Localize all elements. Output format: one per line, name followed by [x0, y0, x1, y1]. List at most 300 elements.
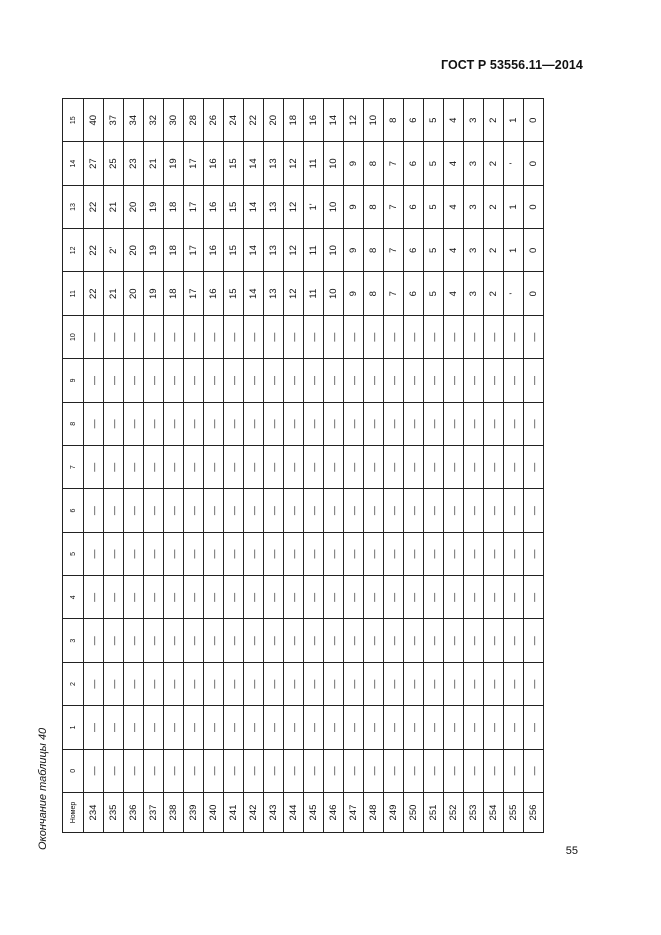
- dash-cell: —: [224, 619, 244, 662]
- value-cell: 0: [524, 272, 544, 315]
- dash-cell: —: [264, 315, 284, 358]
- dash-cell: —: [284, 489, 304, 532]
- dash-cell: —: [144, 315, 164, 358]
- table-row: [184, 99, 204, 833]
- dash-cell: —: [464, 446, 484, 489]
- value-cell: 7: [384, 272, 404, 315]
- dash-cell: —: [424, 576, 444, 619]
- dash-cell: —: [484, 749, 504, 792]
- dash-cell: —: [204, 749, 224, 792]
- dash-cell: —: [504, 619, 524, 662]
- dash-cell: —: [384, 359, 404, 402]
- table-row: [384, 99, 404, 833]
- value-cell: 13: [264, 142, 284, 185]
- value-cell: 18: [284, 99, 304, 142]
- value-cell: 21: [104, 272, 124, 315]
- table-row: [364, 99, 384, 833]
- dash-cell: —: [164, 532, 184, 575]
- dash-cell: —: [404, 532, 424, 575]
- table-body: [84, 99, 544, 833]
- dash-cell: —: [104, 706, 124, 749]
- dash-cell: —: [104, 402, 124, 445]
- value-cell: 9: [344, 272, 364, 315]
- dash-cell: —: [284, 576, 304, 619]
- dash-cell: —: [284, 749, 304, 792]
- dash-cell: —: [224, 706, 244, 749]
- dash-cell: —: [464, 576, 484, 619]
- dash-cell: —: [484, 359, 504, 402]
- dash-cell: —: [464, 402, 484, 445]
- dash-cell: —: [384, 576, 404, 619]
- dash-cell: —: [464, 489, 484, 532]
- dash-cell: —: [404, 662, 424, 705]
- header-cell: 2: [63, 662, 84, 705]
- dash-cell: —: [144, 662, 164, 705]
- value-cell: 20: [124, 272, 144, 315]
- dash-cell: —: [424, 706, 444, 749]
- dash-cell: —: [164, 446, 184, 489]
- dash-cell: —: [364, 315, 384, 358]
- dash-cell: —: [244, 446, 264, 489]
- value-cell: 6: [404, 142, 424, 185]
- dash-cell: —: [224, 446, 244, 489]
- dash-cell: —: [504, 402, 524, 445]
- value-cell: 14: [244, 272, 264, 315]
- dash-cell: —: [404, 749, 424, 792]
- dash-cell: —: [404, 315, 424, 358]
- value-cell: 10: [324, 142, 344, 185]
- dash-cell: —: [504, 749, 524, 792]
- dash-cell: —: [124, 315, 144, 358]
- dash-cell: —: [284, 359, 304, 402]
- dash-cell: —: [484, 532, 504, 575]
- dash-cell: —: [344, 446, 364, 489]
- dash-cell: —: [244, 576, 264, 619]
- value-cell: 11: [304, 272, 324, 315]
- dash-cell: —: [104, 532, 124, 575]
- value-cell: 4: [444, 185, 464, 228]
- value-cell: 1': [304, 185, 324, 228]
- value-cell: 0: [524, 99, 544, 142]
- row-number-cell: 244: [284, 793, 304, 833]
- value-cell: 23: [124, 142, 144, 185]
- dash-cell: —: [304, 662, 324, 705]
- table-row: [264, 99, 284, 833]
- dash-cell: —: [384, 402, 404, 445]
- dash-cell: —: [164, 749, 184, 792]
- dash-cell: —: [444, 402, 464, 445]
- row-number-cell: 241: [224, 793, 244, 833]
- dash-cell: —: [484, 315, 504, 358]
- dash-cell: —: [84, 489, 104, 532]
- dash-cell: —: [104, 749, 124, 792]
- dash-cell: —: [84, 359, 104, 402]
- value-cell: 3: [464, 185, 484, 228]
- value-cell: 8: [384, 99, 404, 142]
- row-number-cell: 234: [84, 793, 104, 833]
- value-cell: 1: [504, 99, 524, 142]
- dash-cell: —: [484, 662, 504, 705]
- row-number-cell: 243: [264, 793, 284, 833]
- row-number-cell: 255: [504, 793, 524, 833]
- value-cell: 40: [84, 99, 104, 142]
- value-cell: ': [504, 272, 524, 315]
- header-cell: Номер: [63, 793, 84, 833]
- dash-cell: —: [84, 619, 104, 662]
- value-cell: 34: [124, 99, 144, 142]
- dash-cell: —: [144, 489, 164, 532]
- page-number: 55: [565, 845, 578, 857]
- header-cell: 0: [63, 749, 84, 792]
- header-cell: 13: [63, 185, 84, 228]
- value-cell: 12: [284, 229, 304, 272]
- dash-cell: —: [264, 489, 284, 532]
- value-cell: 2: [484, 229, 504, 272]
- header-cell: 14: [63, 142, 84, 185]
- dash-cell: —: [104, 576, 124, 619]
- value-cell: 17: [184, 229, 204, 272]
- dash-cell: —: [524, 749, 544, 792]
- dash-cell: —: [224, 576, 244, 619]
- dash-cell: —: [304, 576, 324, 619]
- value-cell: 13: [264, 229, 284, 272]
- value-cell: 10: [324, 185, 344, 228]
- dash-cell: —: [464, 359, 484, 402]
- dash-cell: —: [224, 662, 244, 705]
- header-cell: 9: [63, 359, 84, 402]
- dash-cell: —: [264, 749, 284, 792]
- table-row: [444, 99, 464, 833]
- value-cell: 19: [144, 185, 164, 228]
- dash-cell: —: [264, 532, 284, 575]
- value-cell: 7: [384, 229, 404, 272]
- dash-cell: —: [204, 706, 224, 749]
- header-cell: 5: [63, 532, 84, 575]
- dash-cell: —: [424, 619, 444, 662]
- row-number-cell: 237: [144, 793, 164, 833]
- dash-cell: —: [504, 532, 524, 575]
- dash-cell: —: [504, 489, 524, 532]
- value-cell: 15: [224, 272, 244, 315]
- dash-cell: —: [444, 532, 464, 575]
- row-number-cell: 239: [184, 793, 204, 833]
- dash-cell: —: [184, 315, 204, 358]
- dash-cell: —: [404, 619, 424, 662]
- dash-cell: —: [224, 402, 244, 445]
- table-row: [464, 99, 484, 833]
- dash-cell: —: [84, 662, 104, 705]
- dash-cell: —: [524, 619, 544, 662]
- dash-cell: —: [204, 619, 224, 662]
- dash-cell: —: [464, 706, 484, 749]
- dash-cell: —: [224, 749, 244, 792]
- header-cell: 8: [63, 402, 84, 445]
- value-cell: 12: [284, 185, 304, 228]
- value-cell: 26: [204, 99, 224, 142]
- value-cell: 2: [484, 142, 504, 185]
- dash-cell: —: [144, 532, 164, 575]
- dash-cell: —: [304, 315, 324, 358]
- data-table-container: [62, 98, 539, 833]
- dash-cell: —: [344, 749, 364, 792]
- value-cell: 6: [404, 272, 424, 315]
- table-row: [224, 99, 244, 833]
- value-cell: 3: [464, 229, 484, 272]
- dash-cell: —: [444, 749, 464, 792]
- dash-cell: —: [324, 315, 344, 358]
- table-caption: Окончание таблицы 40: [37, 727, 49, 850]
- value-cell: 13: [264, 185, 284, 228]
- value-cell: 9: [344, 229, 364, 272]
- table-row: [484, 99, 504, 833]
- dash-cell: —: [304, 359, 324, 402]
- dash-cell: —: [124, 402, 144, 445]
- row-number-cell: 256: [524, 793, 544, 833]
- dash-cell: —: [464, 662, 484, 705]
- header-cell: 15: [63, 99, 84, 142]
- value-cell: 19: [144, 229, 164, 272]
- dash-cell: —: [504, 315, 524, 358]
- value-cell: 28: [184, 99, 204, 142]
- value-cell: 9: [344, 142, 364, 185]
- dash-cell: —: [484, 576, 504, 619]
- dash-cell: —: [124, 359, 144, 402]
- dash-cell: —: [444, 446, 464, 489]
- dash-cell: —: [124, 619, 144, 662]
- dash-cell: —: [484, 402, 504, 445]
- table-row: [124, 99, 144, 833]
- header-cell: 7: [63, 446, 84, 489]
- table-row: [204, 99, 224, 833]
- row-number-cell: 250: [404, 793, 424, 833]
- value-cell: 18: [164, 229, 184, 272]
- value-cell: 1: [504, 185, 524, 228]
- value-cell: 16: [204, 272, 224, 315]
- dash-cell: —: [264, 359, 284, 402]
- dash-cell: —: [164, 662, 184, 705]
- table-header-row: [63, 99, 84, 833]
- dash-cell: —: [404, 489, 424, 532]
- dash-cell: —: [404, 402, 424, 445]
- dash-cell: —: [344, 576, 364, 619]
- dash-cell: —: [444, 489, 464, 532]
- dash-cell: —: [124, 749, 144, 792]
- dash-cell: —: [424, 315, 444, 358]
- header-cell: 12: [63, 229, 84, 272]
- value-cell: 4: [444, 229, 464, 272]
- dash-cell: —: [224, 489, 244, 532]
- value-cell: 17: [184, 142, 204, 185]
- value-cell: 4: [444, 142, 464, 185]
- dash-cell: —: [124, 446, 144, 489]
- value-cell: 5: [424, 229, 444, 272]
- value-cell: 16: [204, 185, 224, 228]
- value-cell: 16: [204, 142, 224, 185]
- value-cell: 13: [264, 272, 284, 315]
- table-row: [304, 99, 324, 833]
- dash-cell: —: [204, 315, 224, 358]
- row-number-cell: 240: [204, 793, 224, 833]
- dash-cell: —: [124, 706, 144, 749]
- value-cell: 3: [464, 99, 484, 142]
- header-cell: 11: [63, 272, 84, 315]
- dash-cell: —: [404, 576, 424, 619]
- dash-cell: —: [444, 315, 464, 358]
- row-number-cell: 238: [164, 793, 184, 833]
- value-cell: 8: [364, 185, 384, 228]
- dash-cell: —: [244, 489, 264, 532]
- dash-cell: —: [444, 662, 464, 705]
- dash-cell: —: [464, 315, 484, 358]
- value-cell: 9: [344, 185, 364, 228]
- dash-cell: —: [484, 706, 504, 749]
- value-cell: 2': [104, 229, 124, 272]
- dash-cell: —: [364, 662, 384, 705]
- dash-cell: —: [264, 402, 284, 445]
- value-cell: 8: [364, 229, 384, 272]
- dash-cell: —: [444, 359, 464, 402]
- value-cell: 0: [524, 229, 544, 272]
- dash-cell: —: [364, 619, 384, 662]
- dash-cell: —: [324, 489, 344, 532]
- dash-cell: —: [304, 489, 324, 532]
- dash-cell: —: [144, 576, 164, 619]
- dash-cell: —: [424, 359, 444, 402]
- value-cell: 16: [204, 229, 224, 272]
- dash-cell: —: [404, 359, 424, 402]
- value-cell: 10: [324, 229, 344, 272]
- dash-cell: —: [104, 446, 124, 489]
- dash-cell: —: [84, 576, 104, 619]
- dash-cell: —: [404, 446, 424, 489]
- value-cell: 32: [144, 99, 164, 142]
- dash-cell: —: [124, 489, 144, 532]
- dash-cell: —: [124, 576, 144, 619]
- dash-cell: —: [164, 402, 184, 445]
- dash-cell: —: [384, 489, 404, 532]
- dash-cell: —: [424, 532, 444, 575]
- dash-cell: —: [284, 706, 304, 749]
- dash-cell: —: [224, 315, 244, 358]
- dash-cell: —: [344, 619, 364, 662]
- dash-cell: —: [284, 446, 304, 489]
- dash-cell: —: [324, 532, 344, 575]
- dash-cell: —: [364, 446, 384, 489]
- dash-cell: —: [164, 359, 184, 402]
- dash-cell: —: [364, 706, 384, 749]
- dash-cell: —: [204, 532, 224, 575]
- value-cell: 2: [484, 185, 504, 228]
- dash-cell: —: [384, 662, 404, 705]
- dash-cell: —: [344, 489, 364, 532]
- dash-cell: —: [184, 532, 204, 575]
- row-number-cell: 254: [484, 793, 504, 833]
- dash-cell: —: [84, 532, 104, 575]
- dash-cell: —: [244, 749, 264, 792]
- value-cell: 3: [464, 142, 484, 185]
- table-row: [524, 99, 544, 833]
- table-row: [324, 99, 344, 833]
- value-cell: 6: [404, 229, 424, 272]
- value-cell: 15: [224, 142, 244, 185]
- dash-cell: —: [244, 359, 264, 402]
- value-cell: 0: [524, 185, 544, 228]
- value-cell: 3: [464, 272, 484, 315]
- dash-cell: —: [204, 446, 224, 489]
- dash-cell: —: [464, 619, 484, 662]
- dash-cell: —: [524, 706, 544, 749]
- dash-cell: —: [244, 662, 264, 705]
- dash-cell: —: [304, 619, 324, 662]
- value-cell: 20: [264, 99, 284, 142]
- dash-cell: —: [404, 706, 424, 749]
- row-number-cell: 245: [304, 793, 324, 833]
- dash-cell: —: [364, 402, 384, 445]
- dash-cell: —: [524, 576, 544, 619]
- value-cell: 22: [84, 229, 104, 272]
- dash-cell: —: [104, 315, 124, 358]
- dash-cell: —: [284, 402, 304, 445]
- value-cell: 14: [244, 142, 264, 185]
- dash-cell: —: [384, 619, 404, 662]
- dash-cell: —: [264, 576, 284, 619]
- value-cell: 37: [104, 99, 124, 142]
- dash-cell: —: [184, 576, 204, 619]
- value-cell: 22: [244, 99, 264, 142]
- dash-cell: —: [344, 315, 364, 358]
- dash-cell: —: [384, 706, 404, 749]
- dash-cell: —: [464, 532, 484, 575]
- dash-cell: —: [284, 315, 304, 358]
- dash-cell: —: [284, 532, 304, 575]
- value-cell: 8: [364, 272, 384, 315]
- dash-cell: —: [244, 402, 264, 445]
- dash-cell: —: [484, 489, 504, 532]
- value-cell: 17: [184, 185, 204, 228]
- dash-cell: —: [264, 619, 284, 662]
- row-number-cell: 249: [384, 793, 404, 833]
- table-row: [424, 99, 444, 833]
- dash-cell: —: [184, 662, 204, 705]
- value-cell: 19: [144, 272, 164, 315]
- dash-cell: —: [344, 662, 364, 705]
- dash-cell: —: [344, 402, 364, 445]
- dash-cell: —: [144, 706, 164, 749]
- value-cell: 19: [164, 142, 184, 185]
- value-cell: 17: [184, 272, 204, 315]
- dash-cell: —: [344, 706, 364, 749]
- value-cell: 20: [124, 229, 144, 272]
- value-cell: 18: [164, 185, 184, 228]
- dash-cell: —: [444, 619, 464, 662]
- document-header: ГОСТ Р 53556.11—2014: [440, 58, 583, 72]
- dash-cell: —: [424, 489, 444, 532]
- dash-cell: —: [344, 359, 364, 402]
- value-cell: 14: [244, 185, 264, 228]
- row-number-cell: 252: [444, 793, 464, 833]
- dash-cell: —: [524, 446, 544, 489]
- value-cell: 4: [444, 99, 464, 142]
- dash-cell: —: [264, 706, 284, 749]
- dash-cell: —: [164, 489, 184, 532]
- dash-cell: —: [324, 359, 344, 402]
- dash-cell: —: [424, 402, 444, 445]
- dash-cell: —: [284, 619, 304, 662]
- row-number-cell: 246: [324, 793, 344, 833]
- value-cell: 21: [104, 185, 124, 228]
- dash-cell: —: [444, 576, 464, 619]
- dash-cell: —: [144, 446, 164, 489]
